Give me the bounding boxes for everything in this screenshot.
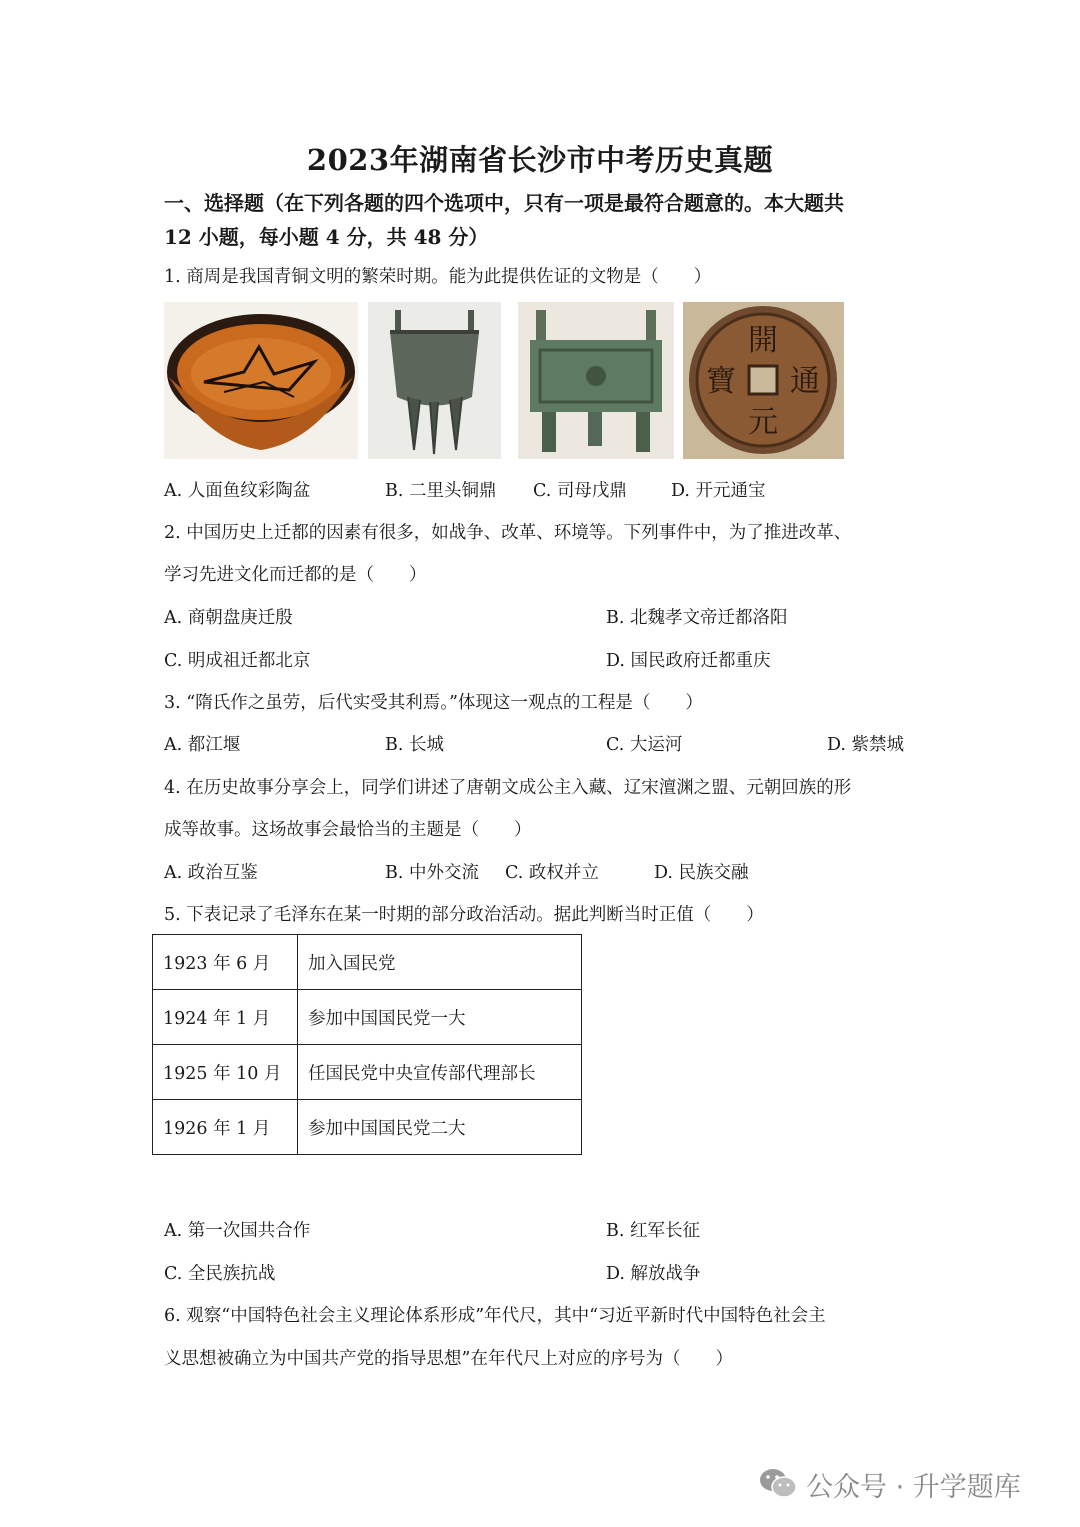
q5-option-b: B. 红军长征 <box>606 1221 700 1241</box>
table-row <box>153 990 582 1045</box>
q5-option-a: A. 第一次国共合作 <box>164 1221 311 1241</box>
table-cell-activity: 参加中国国民党二大 <box>298 1100 582 1155</box>
question-6-stem-line1: 6. 观察“中国特色社会主义理论体系形成”年代尺，其中“习近平新时代中国特色社会主 <box>164 1306 826 1326</box>
q5-option-d: D. 解放战争 <box>606 1264 701 1284</box>
coin-char-right: 通 <box>790 364 820 399</box>
q2-option-c: C. 明成祖迁都北京 <box>164 651 311 671</box>
table-row <box>153 1045 582 1100</box>
question-1-stem: 1. 商周是我国青铜文明的繁荣时期。能为此提供佐证的文物是（ ） <box>164 267 712 287</box>
coin-char-top: 開 <box>748 323 778 358</box>
question-3-stem: 3. “隋氏作之虽劳，后代实受其利焉。”体现这一观点的工程是（ ） <box>164 693 703 713</box>
table-row <box>153 1100 582 1155</box>
question-2-stem-line2: 学习先进文化而迁都的是（ ） <box>164 565 427 585</box>
table-cell-date: 1924 年 1 月 <box>153 990 298 1045</box>
q4-option-a: A. 政治互鉴 <box>164 863 258 883</box>
table-row <box>153 935 582 990</box>
q3-option-d: D. 紫禁城 <box>827 735 905 755</box>
section-heading-line1: 一、选择题（在下列各题的四个选项中，只有一项是最符合题意的。本大题共 <box>164 191 844 215</box>
question-2-stem-line1: 2. 中国历史上迁都的因素有很多，如战争、改革、环境等。下列事件中，为了推进改革、 <box>164 523 852 543</box>
table-cell-activity: 参加中国国民党一大 <box>298 990 582 1045</box>
q1-option-d: D. 开元通宝 <box>671 481 766 501</box>
painted-pottery-bowl-image <box>164 302 358 459</box>
question-5-stem: 5. 下表记录了毛泽东在某一时期的部分政治活动。据此判断当时正值（ ） <box>164 905 764 925</box>
q2-option-d: D. 国民政府迁都重庆 <box>606 651 771 671</box>
q1-option-c: C. 司母戊鼎 <box>533 481 627 501</box>
kaiyuan-tongbao-coin-image <box>683 302 844 459</box>
q4-option-b: B. 中外交流 <box>385 863 479 883</box>
q1-option-a: A. 人面鱼纹彩陶盆 <box>164 481 311 501</box>
q4-option-d: D. 民族交融 <box>654 863 749 883</box>
question-4-stem-line2: 成等故事。这场故事会最恰当的主题是（ ） <box>164 820 532 840</box>
table-cell-date: 1925 年 10 月 <box>153 1045 298 1100</box>
table-cell-activity: 任国民党中央宣传部代理部长 <box>298 1045 582 1100</box>
coin-char-left: 寶 <box>706 364 736 399</box>
page-title: 2023年湖南省长沙市中考历史真题 <box>306 143 774 177</box>
q2-option-a: A. 商朝盘庚迁殷 <box>164 608 293 628</box>
q3-option-a: A. 都江堰 <box>164 735 241 755</box>
bronze-ding-image <box>368 302 501 459</box>
q2-option-b: B. 北魏孝文帝迁都洛阳 <box>606 608 788 628</box>
q3-option-c: C. 大运河 <box>606 735 683 755</box>
wechat-icon <box>758 1466 798 1502</box>
table-cell-activity: 加入国民党 <box>298 935 582 990</box>
simuwu-ding-image <box>518 302 674 459</box>
q5-activity-table <box>152 934 582 1155</box>
question-6-stem-line2: 义思想被确立为中国共产党的指导思想”在年代尺上对应的序号为（ ） <box>164 1349 733 1369</box>
q5-option-c: C. 全民族抗战 <box>164 1264 276 1284</box>
q3-option-b: B. 长城 <box>385 735 444 755</box>
table-cell-date: 1926 年 1 月 <box>153 1100 298 1155</box>
question-4-stem-line1: 4. 在历史故事分享会上，同学们讲述了唐朝文成公主入藏、辽宋澶渊之盟、元朝回族的形 <box>164 778 852 798</box>
q1-option-b: B. 二里头铜鼎 <box>385 481 497 501</box>
coin-char-bottom: 元 <box>748 405 778 440</box>
section-heading-line2: 12 小题，每小题 4 分，共 48 分） <box>164 225 489 249</box>
watermark <box>758 1462 1021 1506</box>
watermark-text: 公众号 · 升学题库 <box>806 1471 1021 1503</box>
q4-option-c: C. 政权并立 <box>505 863 599 883</box>
table-cell-date: 1923 年 6 月 <box>153 935 298 990</box>
